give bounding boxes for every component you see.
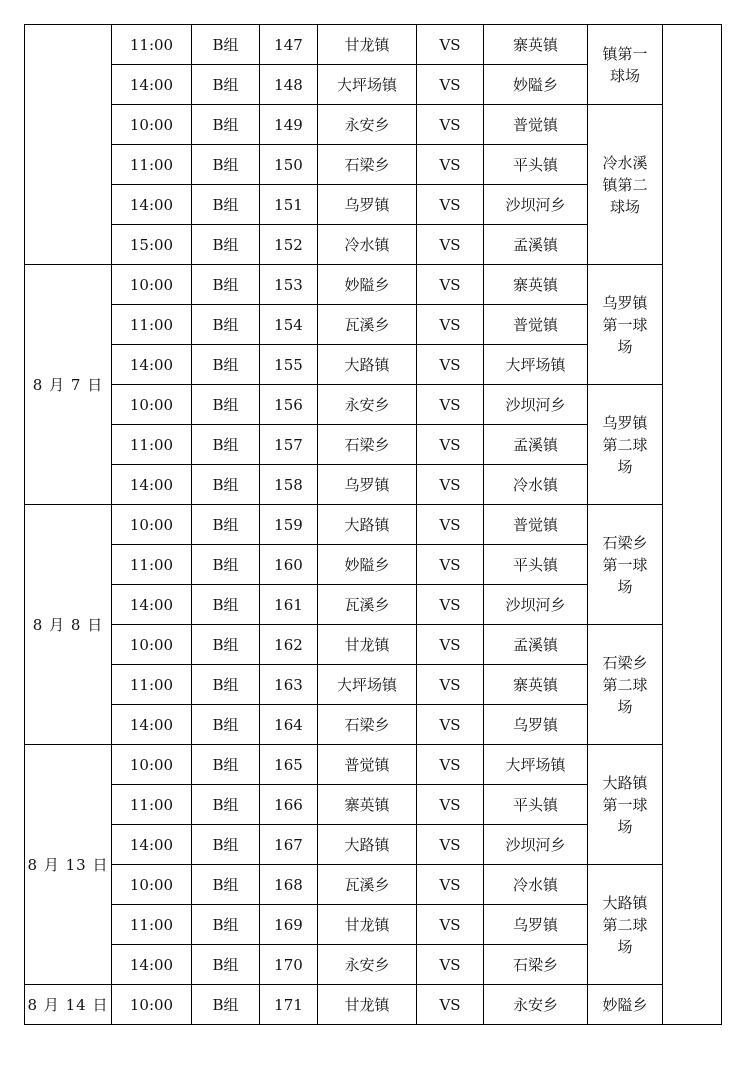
match-number-cell: 162 <box>260 625 318 665</box>
home-team-cell: 大路镇 <box>318 345 417 385</box>
away-team-cell: 大坪场镇 <box>484 345 588 385</box>
vs-cell: VS <box>417 545 484 585</box>
match-number-cell: 168 <box>260 865 318 905</box>
away-team-cell: 冷水镇 <box>484 865 588 905</box>
venue-line: 乌罗镇 <box>602 413 648 432</box>
time-cell: 14:00 <box>112 465 192 505</box>
home-team-cell: 石梁乡 <box>318 145 417 185</box>
home-team-cell: 永安乡 <box>318 945 417 985</box>
vs-cell: VS <box>417 745 484 785</box>
away-team-cell: 乌罗镇 <box>484 705 588 745</box>
group-cell: B组 <box>192 945 260 985</box>
time-cell: 11:00 <box>112 665 192 705</box>
venue-cell <box>588 265 663 385</box>
home-team-cell: 石梁乡 <box>318 705 417 745</box>
vs-cell: VS <box>417 25 484 65</box>
venue-line: 冷水溪 <box>602 153 648 172</box>
away-team-cell: 平头镇 <box>484 545 588 585</box>
time-cell: 10:00 <box>112 265 192 305</box>
venue-cell <box>588 625 663 745</box>
match-number-cell: 164 <box>260 705 318 745</box>
away-team-cell: 平头镇 <box>484 145 588 185</box>
venue-line: 球场 <box>609 66 640 85</box>
time-cell: 10:00 <box>112 865 192 905</box>
vs-cell: VS <box>417 145 484 185</box>
vs-cell: VS <box>417 305 484 345</box>
home-team-cell: 寨英镇 <box>318 785 417 825</box>
home-team-cell: 瓦溪乡 <box>318 865 417 905</box>
away-team-cell: 寨英镇 <box>484 25 588 65</box>
venue-line: 乌罗镇 <box>602 293 648 312</box>
away-team-cell: 沙坝河乡 <box>484 385 588 425</box>
time-cell: 11:00 <box>112 425 192 465</box>
group-cell: B组 <box>192 65 260 105</box>
match-number-cell: 161 <box>260 585 318 625</box>
vs-cell: VS <box>417 105 484 145</box>
vs-cell: VS <box>417 225 484 265</box>
away-team-cell: 沙坝河乡 <box>484 585 588 625</box>
match-row <box>25 865 722 905</box>
group-cell: B组 <box>192 185 260 225</box>
vs-cell: VS <box>417 785 484 825</box>
time-cell: 10:00 <box>112 625 192 665</box>
vs-cell: VS <box>417 385 484 425</box>
time-cell: 11:00 <box>112 785 192 825</box>
time-cell: 14:00 <box>112 345 192 385</box>
group-cell: B组 <box>192 745 260 785</box>
vs-cell: VS <box>417 265 484 305</box>
group-cell: B组 <box>192 665 260 705</box>
vs-cell: VS <box>417 705 484 745</box>
venue-line: 场 <box>617 577 633 596</box>
home-team-cell: 妙隘乡 <box>318 545 417 585</box>
home-team-cell: 甘龙镇 <box>318 25 417 65</box>
time-cell: 10:00 <box>112 505 192 545</box>
date-cell: 8 月 8 日 <box>25 505 112 745</box>
match-row <box>25 265 722 305</box>
vs-cell: VS <box>417 985 484 1025</box>
match-number-cell: 153 <box>260 265 318 305</box>
venue-cell <box>588 25 663 105</box>
match-number-cell: 154 <box>260 305 318 345</box>
venue-line: 镇第二 <box>602 175 648 194</box>
vs-cell: VS <box>417 625 484 665</box>
venue-line: 大路镇 <box>602 773 648 792</box>
venue-line: 场 <box>617 457 633 476</box>
away-team-cell: 沙坝河乡 <box>484 825 588 865</box>
match-number-cell: 152 <box>260 225 318 265</box>
venue-line: 石梁乡 <box>602 533 648 552</box>
match-number-cell: 159 <box>260 505 318 545</box>
vs-cell: VS <box>417 945 484 985</box>
match-row <box>25 25 722 65</box>
away-team-cell: 普觉镇 <box>484 305 588 345</box>
venue-line: 场 <box>617 817 633 836</box>
match-number-cell: 148 <box>260 65 318 105</box>
away-team-cell: 大坪场镇 <box>484 745 588 785</box>
venue-cell <box>588 385 663 505</box>
match-number-cell: 150 <box>260 145 318 185</box>
group-cell: B组 <box>192 105 260 145</box>
away-team-cell: 平头镇 <box>484 785 588 825</box>
vs-cell: VS <box>417 825 484 865</box>
vs-cell: VS <box>417 505 484 545</box>
home-team-cell: 甘龙镇 <box>318 625 417 665</box>
vs-cell: VS <box>417 585 484 625</box>
venue-line: 第二球 <box>602 435 648 454</box>
match-row <box>25 385 722 425</box>
time-cell: 14:00 <box>112 825 192 865</box>
away-team-cell: 石梁乡 <box>484 945 588 985</box>
match-number-cell: 147 <box>260 25 318 65</box>
vs-cell: VS <box>417 345 484 385</box>
blank-column <box>663 25 722 1025</box>
group-cell: B组 <box>192 705 260 745</box>
vs-cell: VS <box>417 425 484 465</box>
group-cell: B组 <box>192 785 260 825</box>
match-number-cell: 155 <box>260 345 318 385</box>
vs-cell: VS <box>417 905 484 945</box>
date-cell <box>25 25 112 265</box>
group-cell: B组 <box>192 625 260 665</box>
match-number-cell: 170 <box>260 945 318 985</box>
match-row <box>25 105 722 145</box>
time-cell: 10:00 <box>112 745 192 785</box>
time-cell: 14:00 <box>112 65 192 105</box>
vs-cell: VS <box>417 665 484 705</box>
home-team-cell: 大路镇 <box>318 505 417 545</box>
away-team-cell: 寨英镇 <box>484 265 588 305</box>
vs-cell: VS <box>417 865 484 905</box>
venue-line: 第一球 <box>602 315 648 334</box>
group-cell: B组 <box>192 505 260 545</box>
group-cell: B组 <box>192 265 260 305</box>
home-team-cell: 永安乡 <box>318 105 417 145</box>
away-team-cell: 普觉镇 <box>484 105 588 145</box>
group-cell: B组 <box>192 545 260 585</box>
time-cell: 10:00 <box>112 385 192 425</box>
home-team-cell: 大坪场镇 <box>318 665 417 705</box>
match-schedule-table <box>24 24 722 1025</box>
time-cell: 14:00 <box>112 705 192 745</box>
group-cell: B组 <box>192 585 260 625</box>
home-team-cell: 永安乡 <box>318 385 417 425</box>
match-row <box>25 625 722 665</box>
date-cell: 8 月 13 日 <box>25 745 112 985</box>
away-team-cell: 妙隘乡 <box>484 65 588 105</box>
match-number-cell: 165 <box>260 745 318 785</box>
away-team-cell: 冷水镇 <box>484 465 588 505</box>
away-team-cell: 寨英镇 <box>484 665 588 705</box>
venue-line: 第二球 <box>602 915 648 934</box>
venue-line: 场 <box>617 937 633 956</box>
time-cell: 11:00 <box>112 25 192 65</box>
match-number-cell: 157 <box>260 425 318 465</box>
venue-cell <box>588 865 663 985</box>
match-row <box>25 745 722 785</box>
venue-line: 妙隘乡 <box>602 995 648 1014</box>
venue-cell <box>588 745 663 865</box>
time-cell: 14:00 <box>112 945 192 985</box>
match-number-cell: 163 <box>260 665 318 705</box>
venue-line: 大路镇 <box>602 893 648 912</box>
home-team-cell: 大路镇 <box>318 825 417 865</box>
group-cell: B组 <box>192 425 260 465</box>
venue-line: 第二球 <box>602 675 648 694</box>
home-team-cell: 乌罗镇 <box>318 185 417 225</box>
match-number-cell: 166 <box>260 785 318 825</box>
time-cell: 11:00 <box>112 545 192 585</box>
venue-line: 第一球 <box>602 555 648 574</box>
time-cell: 10:00 <box>112 105 192 145</box>
venue-line: 场 <box>617 337 633 356</box>
group-cell: B组 <box>192 345 260 385</box>
home-team-cell: 妙隘乡 <box>318 265 417 305</box>
venue-cell <box>588 505 663 625</box>
away-team-cell: 永安乡 <box>484 985 588 1025</box>
home-team-cell: 乌罗镇 <box>318 465 417 505</box>
away-team-cell: 乌罗镇 <box>484 905 588 945</box>
away-team-cell: 沙坝河乡 <box>484 185 588 225</box>
match-row <box>25 985 722 1025</box>
time-cell: 11:00 <box>112 305 192 345</box>
away-team-cell: 孟溪镇 <box>484 225 588 265</box>
group-cell: B组 <box>192 25 260 65</box>
venue-line: 石梁乡 <box>602 653 648 672</box>
venue-line: 球场 <box>609 197 640 216</box>
group-cell: B组 <box>192 385 260 425</box>
away-team-cell: 孟溪镇 <box>484 625 588 665</box>
home-team-cell: 瓦溪乡 <box>318 585 417 625</box>
vs-cell: VS <box>417 185 484 225</box>
venue-cell <box>588 105 663 265</box>
match-number-cell: 158 <box>260 465 318 505</box>
time-cell: 15:00 <box>112 225 192 265</box>
group-cell: B组 <box>192 465 260 505</box>
match-number-cell: 156 <box>260 385 318 425</box>
group-cell: B组 <box>192 865 260 905</box>
away-team-cell: 孟溪镇 <box>484 425 588 465</box>
home-team-cell: 瓦溪乡 <box>318 305 417 345</box>
group-cell: B组 <box>192 145 260 185</box>
vs-cell: VS <box>417 65 484 105</box>
venue-cell <box>588 985 663 1025</box>
venue-line: 场 <box>617 697 633 716</box>
group-cell: B组 <box>192 225 260 265</box>
venue-line: 第一球 <box>602 795 648 814</box>
home-team-cell: 冷水镇 <box>318 225 417 265</box>
match-number-cell: 167 <box>260 825 318 865</box>
match-number-cell: 169 <box>260 905 318 945</box>
match-row <box>25 505 722 545</box>
group-cell: B组 <box>192 985 260 1025</box>
venue-line: 镇第一 <box>602 44 648 63</box>
vs-cell: VS <box>417 465 484 505</box>
home-team-cell: 甘龙镇 <box>318 985 417 1025</box>
match-number-cell: 149 <box>260 105 318 145</box>
group-cell: B组 <box>192 825 260 865</box>
time-cell: 14:00 <box>112 585 192 625</box>
away-team-cell: 普觉镇 <box>484 505 588 545</box>
time-cell: 14:00 <box>112 185 192 225</box>
group-cell: B组 <box>192 305 260 345</box>
home-team-cell: 甘龙镇 <box>318 905 417 945</box>
home-team-cell: 大坪场镇 <box>318 65 417 105</box>
time-cell: 10:00 <box>112 985 192 1025</box>
date-cell: 8 月 14 日 <box>25 985 112 1025</box>
time-cell: 11:00 <box>112 905 192 945</box>
schedule-body <box>25 25 722 1025</box>
time-cell: 11:00 <box>112 145 192 185</box>
match-number-cell: 151 <box>260 185 318 225</box>
group-cell: B组 <box>192 905 260 945</box>
home-team-cell: 普觉镇 <box>318 745 417 785</box>
match-number-cell: 171 <box>260 985 318 1025</box>
home-team-cell: 石梁乡 <box>318 425 417 465</box>
date-cell: 8 月 7 日 <box>25 265 112 505</box>
match-number-cell: 160 <box>260 545 318 585</box>
